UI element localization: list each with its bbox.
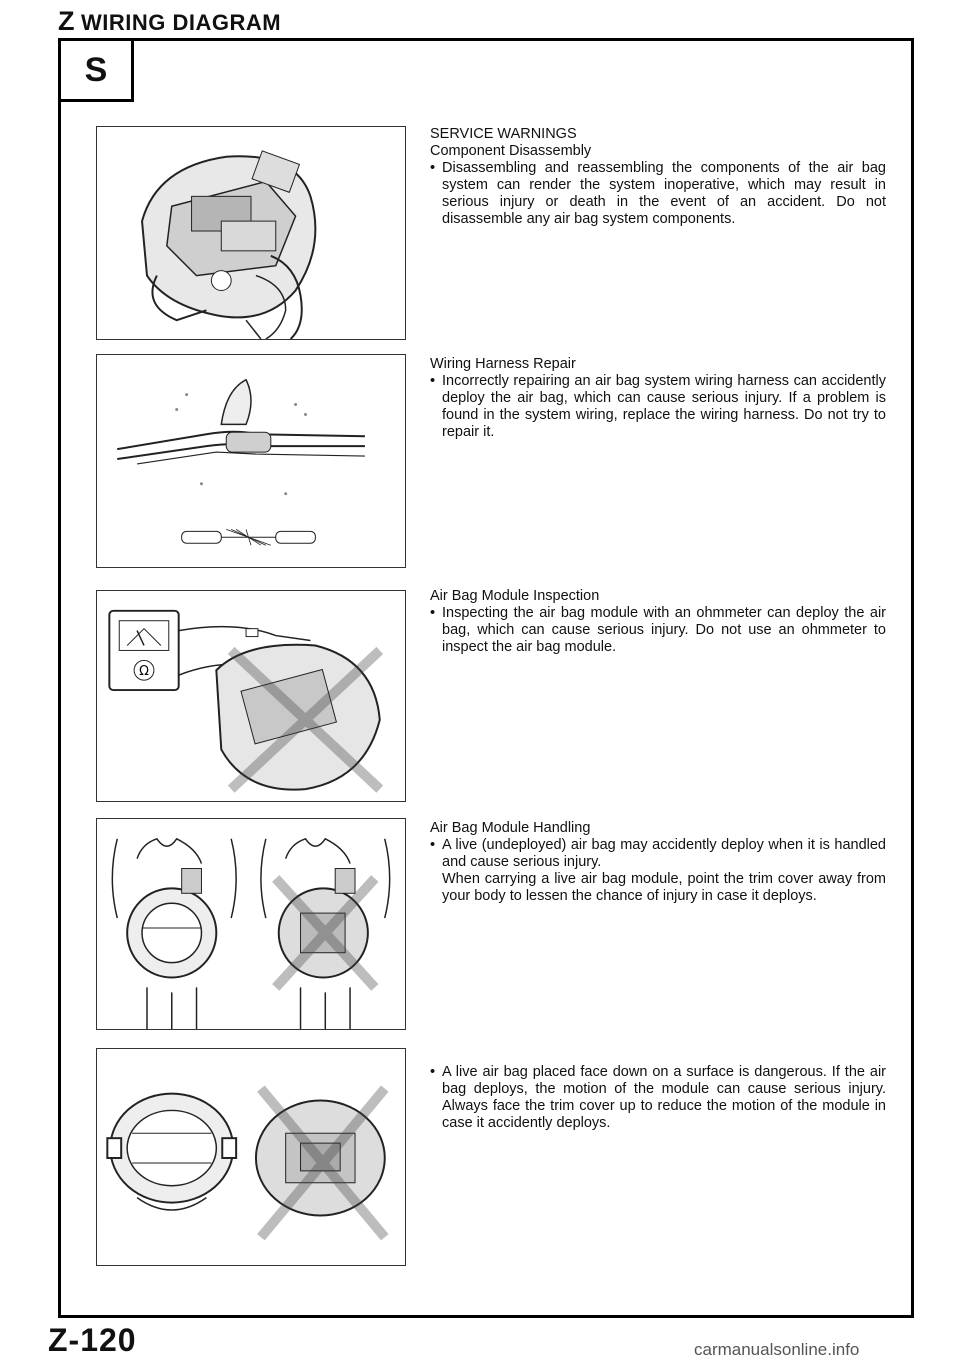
svg-text:Ω: Ω	[139, 664, 149, 680]
warning-bullet	[430, 160, 886, 228]
subsection-heading: Component Disassembly	[430, 143, 592, 159]
warning-bullet	[430, 373, 886, 441]
warning-text: A live (undeployed) air bag may accidently deploy when it is handled and cause serious injury.	[442, 837, 886, 870]
warning-bullet	[430, 1064, 886, 1132]
air-bag-carrying-illustration	[97, 819, 405, 1029]
section-tab-letter: S	[84, 50, 108, 89]
figure-module-handling	[96, 818, 406, 1030]
watermark: carmanualsonline.info	[694, 1340, 860, 1359]
air-bag-placement-illustration	[97, 1049, 405, 1265]
subsection-heading: Wiring Harness Repair	[430, 356, 576, 372]
figure-module-placement	[96, 1048, 406, 1266]
figure-wiring-harness	[96, 354, 406, 568]
wiring-harness-illustration	[97, 355, 405, 567]
warning-text: A live air bag placed face down on a surface is dangerous. If the air bag deploys, the motion of the module can cause serious injury. Always face the trim cover up to reduce the motion of the module in case it accidently deploys.	[442, 1064, 886, 1131]
header-title: WIRING DIAGRAM	[81, 10, 282, 35]
warning-continuation: When carrying a live air bag module, point the trim cover away from your body to lessen the chance of injury in case it deploys.	[442, 871, 886, 904]
warning-text: Inspecting the air bag module with an ohmmeter can deploy the air bag, which can cause serious injury. Do not use an ohmmeter to inspect the air bag module.	[442, 605, 886, 655]
bullet-dot: •	[430, 373, 436, 389]
text-module-inspection	[430, 588, 886, 656]
warning-bullet	[430, 837, 886, 871]
ohmmeter-inspection-illustration	[97, 591, 405, 801]
figure-module-inspection	[96, 590, 406, 802]
subsection-heading: Air Bag Module Inspection	[430, 588, 600, 604]
warning-text: Disassembling and reassembling the components of the air bag system can render the system inoperative, which may result in serious injury or death in the event of an accident. Do not disassemble any air bag system components.	[442, 160, 886, 227]
figure-component-disassembly	[96, 126, 406, 340]
bullet-dot: •	[430, 1064, 436, 1080]
section-tab	[58, 38, 134, 102]
steering-wheel-disassembly-illustration	[97, 127, 405, 339]
text-module-handling	[430, 820, 886, 905]
bullet-dot: •	[430, 605, 436, 621]
text-wiring-harness-repair	[430, 356, 886, 441]
bullet-dot: •	[430, 837, 436, 853]
text-component-disassembly	[430, 126, 886, 228]
warning-bullet	[430, 605, 886, 656]
subsection-heading: Air Bag Module Handling	[430, 820, 591, 836]
text-module-placement	[430, 1064, 886, 1132]
page-header	[58, 6, 281, 37]
warning-text: Incorrectly repairing an air bag system wiring harness can accidently deploy the air bag, which can cause serious injury. If a problem is found in the system wiring, replace the wiring harness. Do not try to repair it.	[442, 373, 886, 440]
header-section-letter: Z	[58, 6, 75, 36]
page-number: Z-120	[48, 1322, 137, 1358]
bullet-dot: •	[430, 160, 436, 176]
section-heading: SERVICE WARNINGS	[430, 126, 577, 142]
